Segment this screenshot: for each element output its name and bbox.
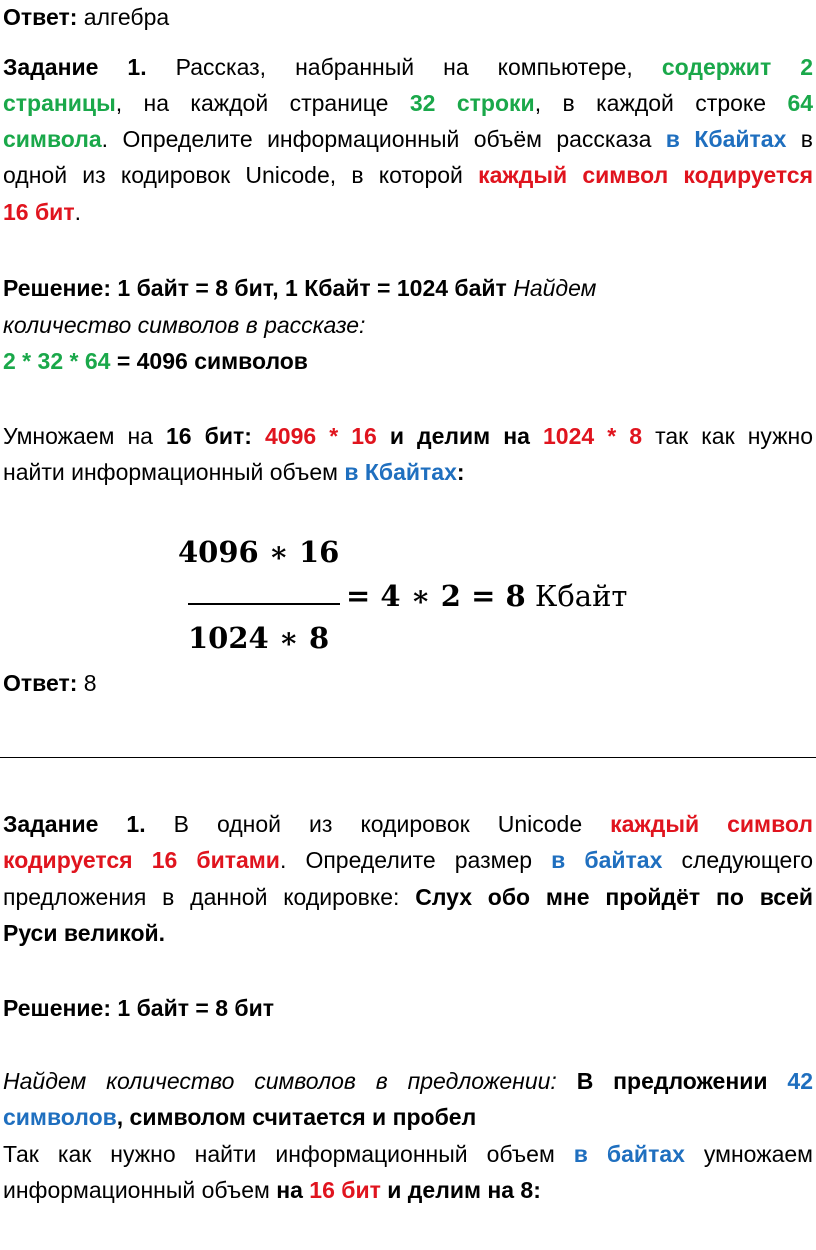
task1-line-1: Задание 1. Рассказ, набранный на компьютере, содержит 2 <box>3 54 814 80</box>
task2-line-1: Задание 1. В одной из кодировок Unicode каждый символ <box>3 811 813 837</box>
formula-fraction-bar <box>188 603 340 605</box>
task1-line-4: одной из кодировок Unicode, в которой каждый символ кодируется <box>3 162 814 188</box>
task2-line-3: предложения в данной кодировке: Слух обо мне пройдёт по всей <box>3 884 814 910</box>
answer-value: алгебра <box>83 4 170 30</box>
formula-denominator: 1024 ∗ 8 <box>188 621 330 655</box>
task-title: Задание 1. <box>3 811 146 837</box>
top-answer <box>3 4 169 31</box>
task1-line-3: символа. Определите информационный объём рассказа в Кбайтах в <box>3 126 814 152</box>
task2-so-1: Так как нужно найти информационный объем в байтах умножаем <box>3 1141 813 1167</box>
task1-solution-2: количество символов в рассказе: <box>3 312 366 338</box>
task1-multiply-2: найти информационный объем в Кбайтах: <box>3 459 465 485</box>
task2-find-1: Найдем количество символов в предложении: В предложении 42 <box>3 1068 813 1094</box>
task2-solution: Решение: 1 байт = 8 бит <box>3 995 274 1021</box>
task1-solution-1: Решение: 1 байт = 8 бит, 1 Кбайт = 1024 байт Найдем <box>3 275 597 301</box>
task2-so-2: информационный объем на 16 бит и делим на 8: <box>3 1177 541 1203</box>
formula-numerator: 4096 ∗ 16 <box>178 535 340 569</box>
section-divider <box>0 757 816 758</box>
task1-multiply-1: Умножаем на 16 бит: 4096 * 16 и делим на 1024 * 8 так как нужно <box>3 423 814 449</box>
task2-line-2: кодируется 16 битами. Определите размер в байтах следующего <box>3 847 813 873</box>
answer-label: Ответ: <box>3 4 78 30</box>
task1-line-5: 16 бит. <box>3 199 81 225</box>
task1-solution-3: 2 * 32 * 64 = 4096 символов <box>3 348 308 374</box>
formula-result: = 4 ∗ 2 = 8 Кбайт <box>346 579 628 613</box>
task2-find-2: символов, символом считается и пробел <box>3 1104 477 1130</box>
task1-answer: Ответ: 8 <box>3 670 97 696</box>
task-title: Задание 1. <box>3 54 147 80</box>
task1-line-2: страницы, на каждой странице 32 строки, в каждой строке 64 <box>3 90 814 116</box>
task2-line-4: Руси великой. <box>3 920 166 946</box>
